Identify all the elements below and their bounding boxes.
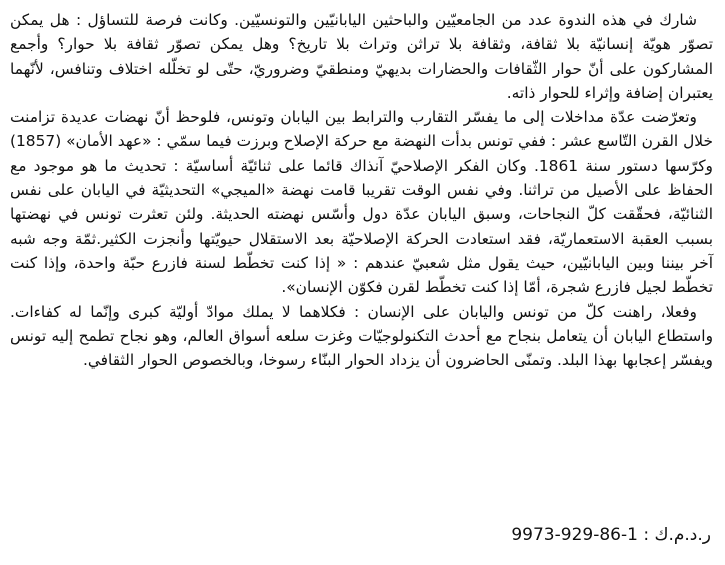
- isbn-label: ر.د.م.ك :: [643, 525, 711, 545]
- paragraph-symposium-participants: شارك في هذه الندوة عدد من الجامعيّين والباحثين اليابانيّين والتونسيّين. وكانت فرصة للتساؤل : هل يمكن تصوّر هويّة إنسانيّة بلا ثقافة، وثقافة بلا تراثن وتراث بلا تاريخ؟ وهل يمكن تصوّر ثقافة بلا حوار؟ وأجمع المشاركون على أنّ حوار الثّقافات والحضارات بديهيّ ومنطقيّ وضروريّ، حتّى لو تخلّله اختلاف وتنافس، لأنّهما يعتبران إضافة وإثراء للحوار ذاته.: [10, 11, 713, 102]
- isbn-line: [511, 523, 711, 547]
- isbn-number: 9973-929-86-1: [511, 525, 638, 545]
- article-body: [10, 8, 713, 372]
- paragraph-japan-tunisia-rapprochement: وتعرّضت عدّة مداخلات إلى ما يفسّر التقارب والترابط بين اليابان وتونس، فلوحظ أنّ نهضات عديدة تزامنت خلال القرن التّاسع عشر : ففي تونس بدأت النهضة مع حركة الإصلاح وبرزت فيما سمّي : «عهد الأمان» (1857) وكرّسها دستور سنة 1861. وكان الفكر الإصلاحيّ آنذاك قائما على ثنائيّة أساسيّة : تحديث ما هو موجود مع الحفاظ على الأصيل من تراثنا. وفي نفس الوقت تقريبا قامت نهضة «الميجي» التحديثيّة في اليابان على نفس الثنائيّة، فحقّقت كلّ النجاحات، وسبق اليابان عدّة دول وأسّس نهضته الحديثة. ولئن تعثرت تونس في نهضتها بسبب العقبة الاستعماريّة، فقد استعادت الحركة الإصلاحيّة بعد الاستقلال حيويّتها وأنجزت الكثير.ثمّة وجه شبه آخر بيننا وبين اليابانيّين، حيث يقول مثل شعبيّ عندهم : « إذا كنت تخطّط لسنة فازرع حبّة واحدة، وإذا كنت تخطّط لجيل فازرع شجرة، أمّا إذا كنت تخطّط لقرن فكوّن الإنسان».: [10, 108, 713, 297]
- paragraph-human-investment: وفعلا، راهنت كلّ من تونس واليابان على الإنسان : فكلاهما لا يملك موادّ أوليّة كبرى وإنّما له كفاءات. واستطاع اليابان أن يتعامل بنجاح مع أحدث التكنولوجيّات وغزت سلعه أسواق العالم، وهو نجاح تطمح إليه تونس ويفسّر إعجابها بهذا البلد. وتمنّى الحاضرون أن يزداد الحوار البنّاء رسوخا، وبالخصوص الحوار الثقافي.: [10, 302, 713, 370]
